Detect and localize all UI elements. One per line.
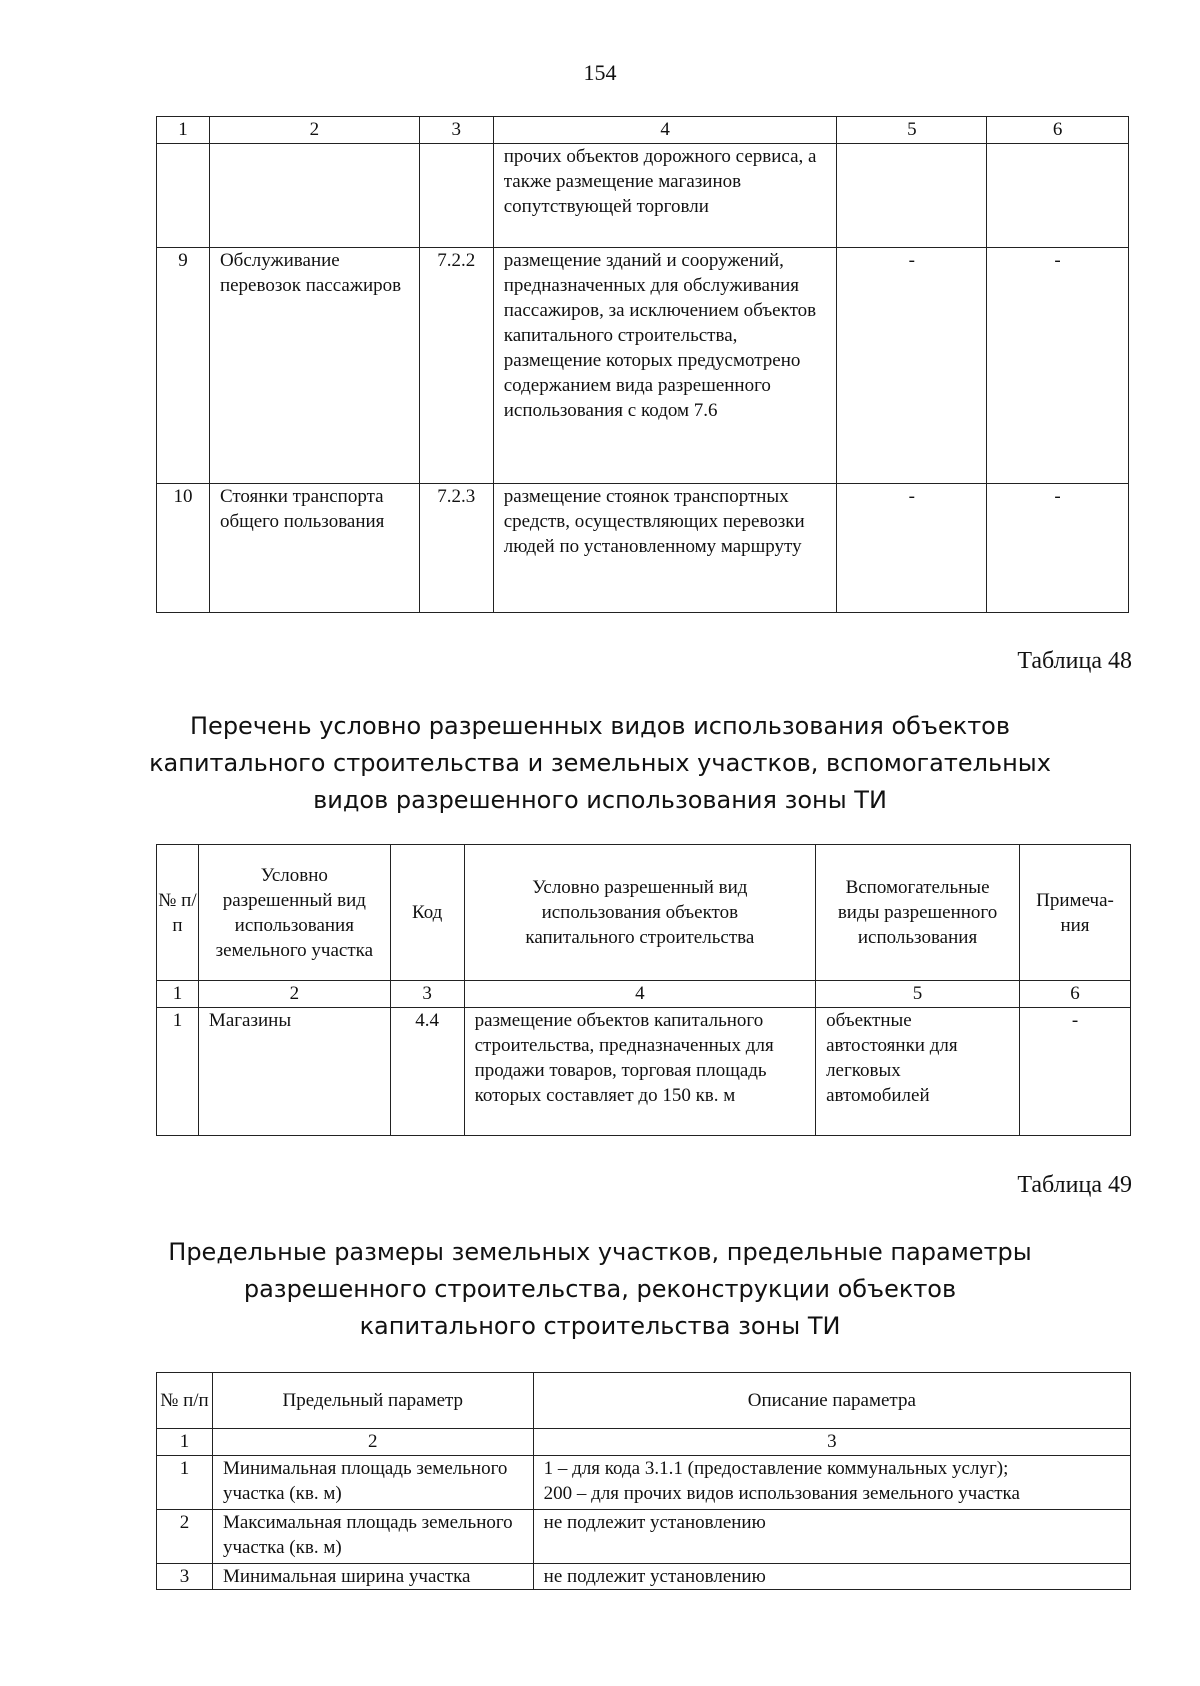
description-line: не подлежит установлению [543, 1512, 766, 1533]
title-line: Предельные размеры земельных участков, предельные параметры [168, 1238, 1032, 1266]
column-number-row [157, 117, 1129, 144]
table-48-caption: Таблица 48 [1017, 648, 1132, 674]
header-aux-use: Вспомогательные виды разрешенного использования [816, 845, 1020, 981]
use-code: 7.2.3 [419, 484, 493, 613]
column-number: 2 [209, 117, 419, 144]
parameter-description [533, 1510, 1130, 1564]
column-number: 5 [837, 117, 987, 144]
row-number: 9 [157, 248, 210, 484]
header-land-use: Условно разрешенный вид использования земельного участка [198, 845, 390, 981]
parameter: Максимальная площадь земельного участка (кв. м) [212, 1510, 533, 1564]
parameter: Минимальная площадь земельного участка (кв. м) [212, 1456, 533, 1510]
column-number-row [157, 1429, 1131, 1456]
table-49-caption: Таблица 49 [1017, 1172, 1132, 1198]
table-row [157, 144, 1129, 248]
use-description: размещение стоянок транспортных средств, осуществляющих перевозки людей по установленному маршруту [493, 484, 837, 613]
column-number-row [157, 981, 1131, 1008]
note: - [987, 484, 1129, 613]
title-line: разрешенного строительства, реконструкции объектов [243, 1275, 957, 1303]
header-note: Примеча-ния [1020, 845, 1131, 981]
table-48 [156, 844, 1131, 1136]
aux-use: - [837, 248, 987, 484]
column-number: 1 [157, 981, 199, 1008]
note: - [987, 248, 1129, 484]
note [987, 144, 1129, 248]
use-description: размещение зданий и сооружений, предназначенных для обслуживания пассажиров, за исключением объектов капитального строительства, размещение которых предусмотрено содержанием вида разрешенного использования с кодом 7.6 [493, 248, 837, 484]
use-code [419, 144, 493, 248]
table-row [157, 484, 1129, 613]
header-capital-use: Условно разрешенный вид использования объектов капитального строительства [464, 845, 815, 981]
use-code: 7.2.2 [419, 248, 493, 484]
aux-use: - [837, 484, 987, 613]
column-number: 1 [157, 1429, 213, 1456]
title-line: капитального строительства и земельных участков, вспомогательных [149, 749, 1051, 777]
column-number: 6 [987, 117, 1129, 144]
land-use: Магазины [198, 1008, 390, 1136]
header-num: № п/п [157, 845, 199, 981]
row-number: 3 [157, 1564, 213, 1590]
table-49-title [0, 1234, 1200, 1345]
use-name: Обслуживание перевозок пассажиров [209, 248, 419, 484]
table-row [157, 1456, 1131, 1510]
aux-use: объектные автостоянки для легковых автомобилей [816, 1008, 1020, 1136]
column-number: 5 [816, 981, 1020, 1008]
header-num: № п/п [157, 1373, 213, 1429]
table-row [157, 1510, 1131, 1564]
use-name [209, 144, 419, 248]
column-number: 3 [419, 117, 493, 144]
table-49 [156, 1372, 1131, 1590]
table-row [157, 248, 1129, 484]
aux-use [837, 144, 987, 248]
column-number: 4 [493, 117, 837, 144]
header-code: Код [390, 845, 464, 981]
use-code: 4.4 [390, 1008, 464, 1136]
column-number: 6 [1020, 981, 1131, 1008]
use-name: Стоянки транспорта общего пользования [209, 484, 419, 613]
note: - [1020, 1008, 1131, 1136]
header-parameter: Предельный параметр [212, 1373, 533, 1429]
row-number: 10 [157, 484, 210, 613]
column-number: 3 [390, 981, 464, 1008]
table-row [157, 1564, 1131, 1590]
column-number: 4 [464, 981, 815, 1008]
parameter-description [533, 1564, 1130, 1590]
row-number: 2 [157, 1510, 213, 1564]
parameter: Минимальная ширина участка [212, 1564, 533, 1590]
column-number: 3 [533, 1429, 1130, 1456]
description-line: не подлежит установлению [543, 1566, 766, 1587]
description-line: 200 – для прочих видов использования земельного участка [543, 1483, 1020, 1504]
page-number: 154 [583, 60, 617, 85]
column-number: 2 [198, 981, 390, 1008]
title-line: капитального строительства зоны ТИ [359, 1312, 841, 1340]
header-row [157, 845, 1131, 981]
column-number: 2 [212, 1429, 533, 1456]
row-number: 1 [157, 1008, 199, 1136]
use-description: прочих объектов дорожного сервиса, а также размещение магазинов сопутствующей торговли [493, 144, 837, 248]
header-row [157, 1373, 1131, 1429]
continued-table [156, 116, 1129, 613]
header-description: Описание параметра [533, 1373, 1130, 1429]
table-row [157, 1008, 1131, 1136]
capital-use: размещение объектов капитального строительства, предназначенных для продажи товаров, торговая площадь которых составляет до 150 кв. м [464, 1008, 815, 1136]
title-line: Перечень условно разрешенных видов использования объектов [190, 712, 1010, 740]
parameter-description [533, 1456, 1130, 1510]
column-number: 1 [157, 117, 210, 144]
row-number [157, 144, 210, 248]
table-48-title [0, 708, 1200, 819]
title-line: видов разрешенного использования зоны ТИ [313, 786, 887, 814]
description-line: 1 – для кода 3.1.1 (предоставление коммунальных услуг); [543, 1458, 1009, 1479]
row-number: 1 [157, 1456, 213, 1510]
